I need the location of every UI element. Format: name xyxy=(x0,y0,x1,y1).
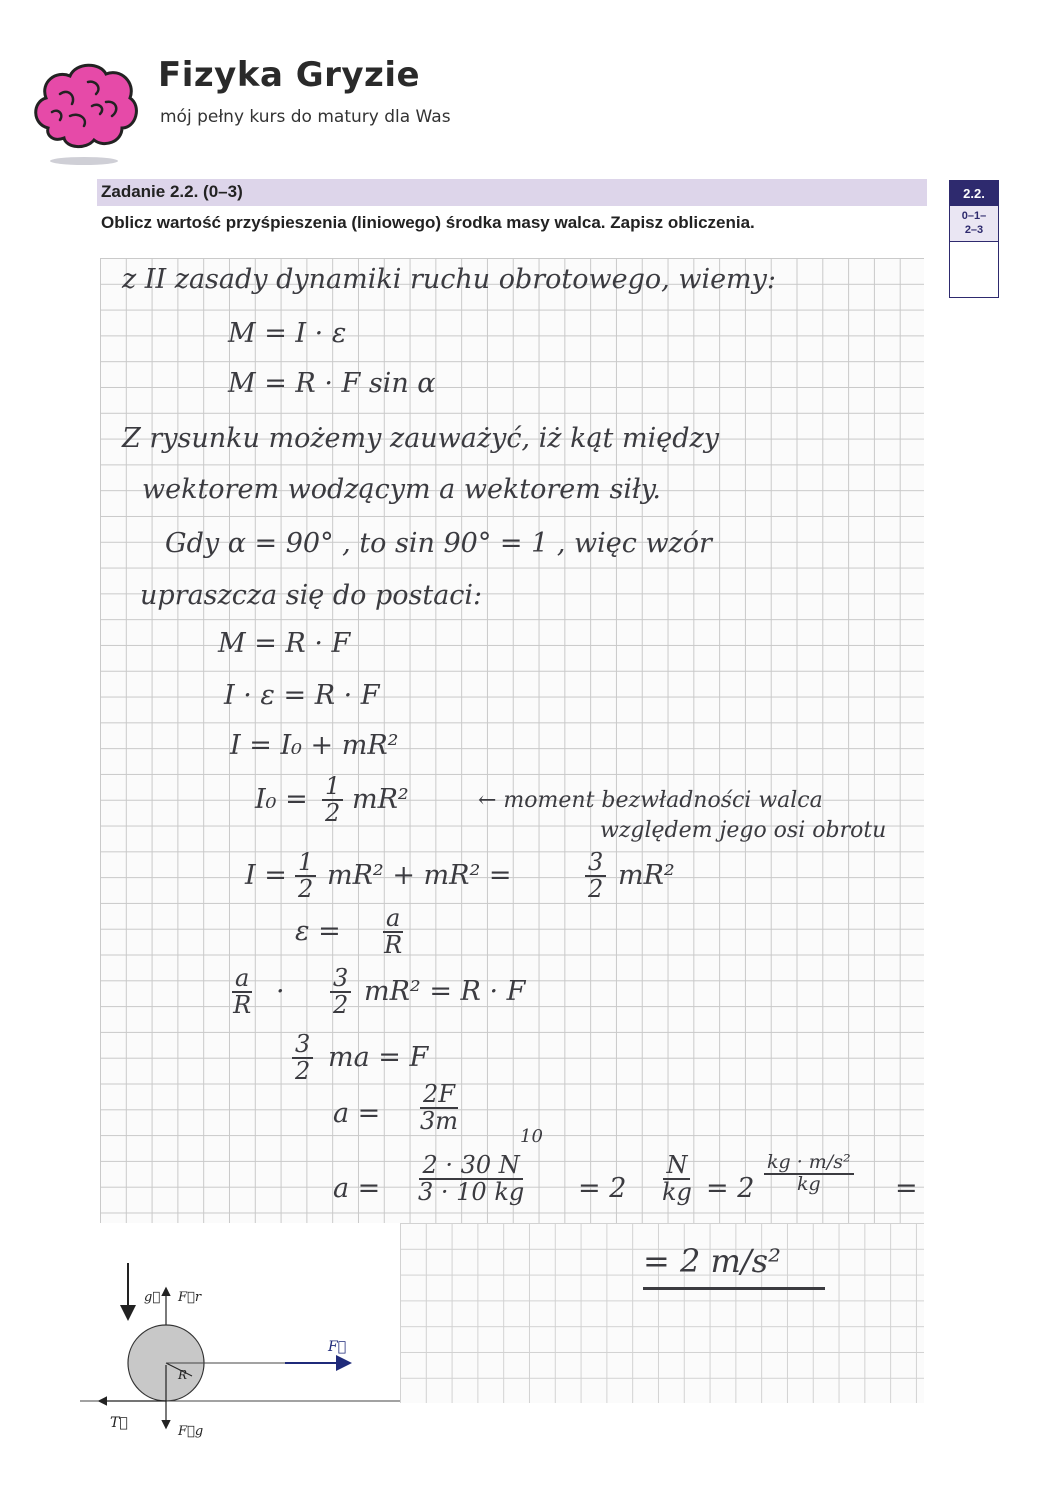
score-box xyxy=(949,180,999,298)
brand-title: Fizyka Gryzie xyxy=(158,55,421,95)
label-f: F⃗ xyxy=(328,1339,347,1355)
fraction-denominator: R xyxy=(384,931,403,960)
fraction-numerator: 2 · 30 N xyxy=(419,1153,522,1180)
solution-line: · xyxy=(276,976,285,1007)
solution-line: a = xyxy=(333,1173,381,1204)
free-body-diagram xyxy=(80,1255,410,1455)
fraction-numerator: 3 xyxy=(585,850,606,877)
solution-line: M = R · F xyxy=(218,628,351,659)
fraction-numerator: a xyxy=(383,906,403,933)
fraction-denominator: R xyxy=(233,991,252,1020)
brain-logo-icon xyxy=(30,58,138,168)
fraction xyxy=(383,906,403,958)
task-title: Zadanie 2.2. (0–3) xyxy=(101,182,243,201)
fraction-numerator: N xyxy=(663,1153,690,1180)
solution-line: I = I₀ + mR² xyxy=(230,730,399,761)
label-g: g⃗ xyxy=(144,1290,161,1305)
solution-line: = 2 xyxy=(578,1173,627,1204)
fraction-numerator: 2F xyxy=(420,1082,458,1109)
fraction-numerator: 1 xyxy=(295,850,316,877)
brand-subtitle: mój pełny kurs do matury dla Was xyxy=(160,107,451,127)
fraction xyxy=(764,1153,854,1195)
fraction xyxy=(585,850,606,902)
solution-line: I · ε = R · F xyxy=(224,680,380,711)
fraction-denominator: 2 xyxy=(295,1057,311,1086)
solution-line: M = I · ε xyxy=(228,318,347,349)
solution-line: a = xyxy=(333,1098,381,1129)
solution-note: względem jego osi obrotu xyxy=(600,818,887,843)
solution-note: ← moment bezwładności walca xyxy=(478,788,823,813)
fraction xyxy=(418,1153,524,1205)
solution-line: = 2 xyxy=(706,1173,755,1204)
fraction xyxy=(420,1082,458,1134)
score-scale: 0–1– 2–3 xyxy=(950,206,998,242)
fraction xyxy=(292,1032,313,1084)
label-r: R xyxy=(178,1368,188,1382)
solution-line: wektorem wodzącym a wektorem siły. xyxy=(142,474,661,505)
fraction-denominator: 2 xyxy=(333,991,349,1020)
final-answer-underline xyxy=(643,1287,825,1290)
label-t: T⃗ xyxy=(110,1415,128,1431)
fraction xyxy=(330,966,351,1018)
fraction-denominator: 2 xyxy=(588,875,604,904)
fraction-numerator: a xyxy=(232,966,252,993)
label-fr: F⃗r xyxy=(178,1290,202,1305)
fraction xyxy=(662,1153,692,1205)
score-label: 2.2. xyxy=(950,181,998,206)
solution-line: z II zasady dynamiki ruchu obrotowego, wiemy: xyxy=(122,264,777,295)
solution-line: mR² xyxy=(352,784,409,815)
solution-line: mR² = R · F xyxy=(364,976,526,1007)
fraction-denominator: 3m xyxy=(420,1107,459,1136)
solution-line: I₀ = xyxy=(255,784,308,815)
fraction-numerator: 3 xyxy=(330,966,351,993)
solution-line: Z rysunku możemy zauważyć, iż kąt między xyxy=(122,423,719,454)
fraction-numerator: 1 xyxy=(322,774,343,801)
solution-line: Gdy α = 90° , to sin 90° = 1 , więc wzór xyxy=(165,528,712,559)
fraction-denominator: kg xyxy=(796,1172,821,1195)
solution-line: M = R · F sin α xyxy=(228,368,436,399)
correction-superscript: 10 xyxy=(520,1126,543,1147)
fraction-denominator: 2 xyxy=(325,799,341,828)
solution-line: mR² + mR² = xyxy=(327,860,512,891)
final-answer: = 2 m/s² xyxy=(643,1242,781,1280)
solution-line: upraszcza się do postaci: xyxy=(140,580,483,611)
solution-line: mR² xyxy=(618,860,675,891)
fraction-numerator: kg · m/s² xyxy=(764,1153,854,1175)
fraction xyxy=(295,850,316,902)
fraction-denominator: 3 · 10 kg xyxy=(418,1178,525,1207)
task-prompt: Oblicz wartość przyśpieszenia (liniowego) środka masy walca. Zapisz obliczenia. xyxy=(101,213,755,232)
fraction xyxy=(232,966,252,1018)
label-fg: F⃗g xyxy=(178,1424,204,1439)
solution-line: = xyxy=(895,1173,918,1204)
fraction-denominator: 2 xyxy=(298,875,314,904)
grid-answer-sheet xyxy=(100,258,924,1223)
solution-line: ma = F xyxy=(328,1042,429,1073)
fraction xyxy=(322,774,343,826)
solution-line: I = xyxy=(245,860,287,891)
fraction-numerator: 3 xyxy=(292,1032,313,1059)
solution-line: ε = xyxy=(295,916,341,947)
fraction-denominator: kg xyxy=(662,1178,692,1207)
